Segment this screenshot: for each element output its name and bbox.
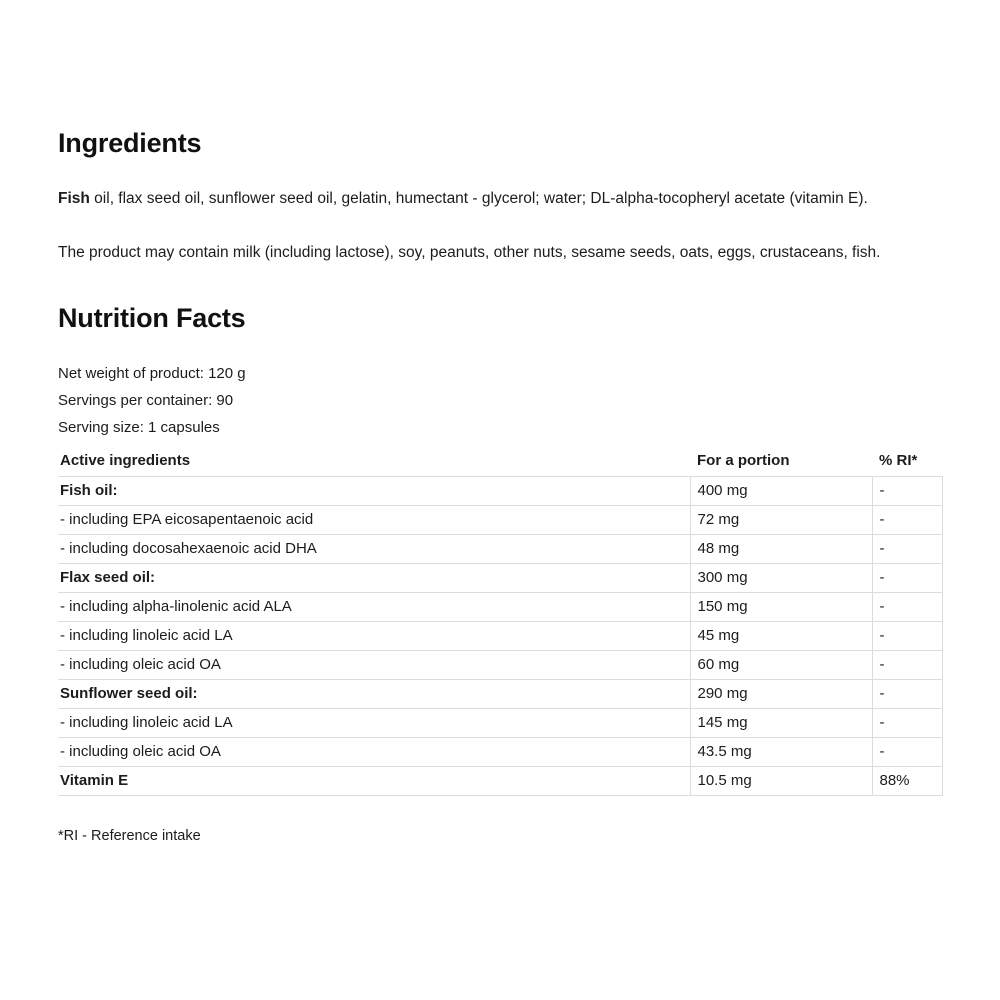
cell-portion-amount: 150 mg [690, 593, 872, 622]
servings-per-container-line: Servings per container: 90 [58, 392, 234, 409]
cell-portion-amount: 45 mg [690, 622, 872, 651]
cell-ingredient-name: - including oleic acid OA [58, 651, 690, 680]
nutrition-facts-heading: Nutrition Facts [58, 303, 246, 333]
table-row [58, 651, 942, 680]
table-row [58, 535, 942, 564]
cell-portion-amount: 145 mg [690, 709, 872, 738]
ingredients-first-word: Fish [58, 190, 90, 207]
allergen-paragraph: The product may contain milk (including lactose), soy, peanuts, other nuts, sesame seeds, oats, eggs, crustaceans, fish. [58, 244, 881, 261]
cell-reference-intake: - [872, 680, 942, 709]
table-row [58, 622, 942, 651]
cell-ingredient-name: Sunflower seed oil: [58, 680, 690, 709]
cell-portion-amount: 43.5 mg [690, 738, 872, 767]
table-body [58, 477, 942, 796]
ingredients-paragraph-rest: oil, flax seed oil, sunflower seed oil, gelatin, humectant - glycerol; water; DL-alpha-tocopheryl acetate (vitamin E). [89, 190, 868, 207]
cell-reference-intake: - [872, 564, 942, 593]
cell-ingredient-name: Vitamin E [58, 767, 690, 796]
net-weight-line: Net weight of product: 120 g [58, 365, 246, 382]
cell-reference-intake: - [872, 709, 942, 738]
cell-portion-amount: 48 mg [690, 535, 872, 564]
cell-portion-amount: 290 mg [690, 680, 872, 709]
table-header [58, 447, 942, 477]
cell-portion-amount: 60 mg [690, 651, 872, 680]
cell-portion-amount: 400 mg [690, 477, 872, 506]
cell-portion-amount: 10.5 mg [690, 767, 872, 796]
cell-reference-intake: - [872, 622, 942, 651]
table-header-row [58, 447, 942, 477]
cell-reference-intake: - [872, 535, 942, 564]
cell-reference-intake: - [872, 651, 942, 680]
cell-reference-intake: - [872, 593, 942, 622]
nutrition-facts-table [58, 447, 943, 796]
cell-portion-amount: 72 mg [690, 506, 872, 535]
cell-ingredient-name: Fish oil: [58, 477, 690, 506]
table-row [58, 477, 942, 506]
table-row [58, 564, 942, 593]
table-row [58, 680, 942, 709]
table-row [58, 506, 942, 535]
table-row [58, 593, 942, 622]
cell-ingredient-name: - including linoleic acid LA [58, 622, 690, 651]
cell-reference-intake: 88% [872, 767, 942, 796]
cell-ingredient-name: - including oleic acid OA [58, 738, 690, 767]
cell-ingredient-name: - including alpha-linolenic acid ALA [58, 593, 690, 622]
ingredients-paragraph [58, 185, 942, 213]
cell-reference-intake: - [872, 738, 942, 767]
table-row [58, 709, 942, 738]
ingredients-heading: Ingredients [58, 128, 202, 158]
column-header-for-a-portion: For a portion [697, 452, 790, 469]
table-row [58, 767, 942, 796]
column-header-ri: % RI* [879, 452, 918, 469]
cell-ingredient-name: Flax seed oil: [58, 564, 690, 593]
cell-ingredient-name: - including docosahexaenoic acid DHA [58, 535, 690, 564]
serving-size-line: Serving size: 1 capsules [58, 419, 220, 436]
cell-reference-intake: - [872, 506, 942, 535]
column-header-active-ingredients: Active ingredients [60, 452, 191, 469]
table-row [58, 738, 942, 767]
cell-portion-amount: 300 mg [690, 564, 872, 593]
cell-reference-intake: - [872, 477, 942, 506]
cell-ingredient-name: - including linoleic acid LA [58, 709, 690, 738]
ri-footnote: *RI - Reference intake [58, 828, 201, 844]
cell-ingredient-name: - including EPA eicosapentaenoic acid [58, 506, 690, 535]
